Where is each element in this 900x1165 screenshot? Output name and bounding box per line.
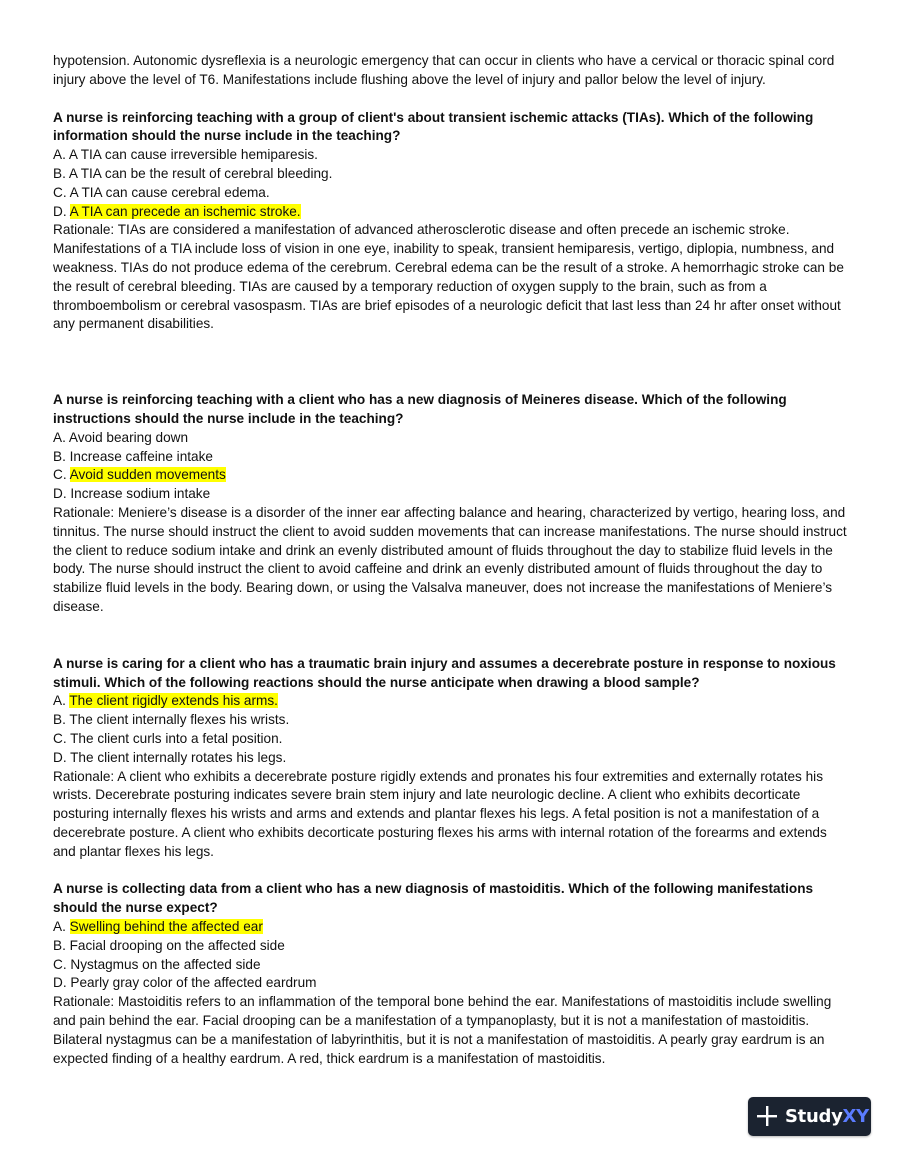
question-stem: A nurse is collecting data from a client who has a new diagnosis of mastoiditis. Which of the following manifestations should the nurse expect? <box>53 881 814 916</box>
option-c: C. Nystagmus on the affected side <box>53 956 261 972</box>
option-b: B. Increase caffeine intake <box>53 448 213 464</box>
intro-paragraph: hypotension. Autonomic dysreflexia is a neurologic emergency that can occur in clients who have a cervical or thoracic spinal cord injury above the level of T6. Manifestations include flushing above the level of injury and pallor below the level of injury. <box>53 53 835 87</box>
question-block-1 <box>53 109 853 335</box>
document-page <box>53 52 853 1068</box>
rationale: Rationale: Mastoiditis refers to an inflammation of the temporal bone behind the ear. Manifestations of mastoiditis include swelling and pain behind the ear. Facial drooping can be a manifestation of a tympanoplasty, but it is not a manifestation of mastoiditis. Bilateral nystagmus can be a manifestation of labyrinthitis, but it is not a manifestation of mastoiditis. A pearly gray eardrum is an expected finding of a healthy eardrum. A red, thick eardrum is a manifestation of mastoiditis. <box>53 994 832 1066</box>
rationale: Rationale: Meniere’s disease is a disorder of the inner ear affecting balance and hearing, characterized by vertigo, hearing loss, and tinnitus. The nurse should instruct the client to avoid sudden movements that can increase manifestations. The nurse should instruct the client to reduce sodium intake and drink an evenly distributed amount of fluids throughout the day to stabilize fluid levels in the body. The nurse should instruct the client to avoid caffeine and drink an evenly distributed amount of fluids throughout the day to stabilize fluid levels in the body. Bearing down, or using the Valsalva maneuver, does not increase the manifestations of Meniere’s disease. <box>53 504 847 614</box>
option-a: A. A TIA can cause irreversible hemiparesis. <box>53 147 318 163</box>
option-a: A. The client rigidly extends his arms. <box>53 693 278 709</box>
option-d: D. A TIA can precede an ischemic stroke. <box>53 203 301 219</box>
option-b: B. The client internally flexes his wrists. <box>53 712 290 728</box>
question-stem: A nurse is caring for a client who has a traumatic brain injury and assumes a decerebrate posture in response to noxious stimuli. Which of the following reactions should the nurse anticipate when drawing a blood sample? <box>53 655 836 690</box>
correct-answer-highlight: Avoid sudden movements <box>69 467 226 483</box>
logo-brand: Study <box>785 1106 843 1127</box>
logo-text <box>785 1106 869 1127</box>
studyxy-logo[interactable] <box>748 1097 871 1136</box>
correct-answer-highlight: The client rigidly extends his arms. <box>69 693 278 709</box>
option-c: C. A TIA can cause cerebral edema. <box>53 184 270 200</box>
question-block-2 <box>53 391 853 617</box>
question-block-3 <box>53 655 853 862</box>
option-d: D. Increase sodium intake <box>53 486 211 502</box>
option-b: B. Facial drooping on the affected side <box>53 937 285 953</box>
question-stem: A nurse is reinforcing teaching with a group of client's about transient ischemic attacks (TIAs). Which of the following information should the nurse include in the teaching? <box>53 109 814 144</box>
rationale: Rationale: A client who exhibits a decerebrate posture rigidly extends and pronates his four extremities and externally rotates his wrists. Decerebrate posturing indicates severe brain stem injury and late neurologic decline. A client who exhibits decorticate posturing internally flexes his wrists and arms and extends and plantar flexes his legs. A fetal position is not a manifestation of a decerebrate posture. A client who exhibits decorticate posturing flexes his arms with internal rotation of the forearms and extends and plantar flexes his legs. <box>53 768 827 859</box>
logo-brand-accent: XY <box>842 1106 869 1127</box>
question-stem: A nurse is reinforcing teaching with a client who has a new diagnosis of Meineres disease. Which of the following instructions should the nurse include in the teaching? <box>53 392 787 426</box>
option-a: A. Swelling behind the affected ear <box>53 919 263 935</box>
option-c: C. Avoid sudden movements <box>53 467 226 483</box>
option-a: A. Avoid bearing down <box>53 429 189 445</box>
question-block-4 <box>53 880 853 1068</box>
correct-answer-highlight: A TIA can precede an ischemic stroke. <box>69 203 301 219</box>
option-c: C. The client curls into a fetal position. <box>53 730 283 746</box>
option-b: B. A TIA can be the result of cerebral bleeding. <box>53 165 333 181</box>
plus-icon <box>756 1105 778 1127</box>
rationale: Rationale: TIAs are considered a manifestation of advanced atherosclerotic disease and often precede an ischemic stroke. Manifestations of a TIA include loss of vision in one eye, inability to speak, transient hemiparesis, vertigo, diplopia, numbness, and weakness. TIAs do not produce edema of the cerebrum. Cerebral edema can be the result of a stroke. A hemorrhagic stroke can be the result of cerebral bleeding. TIAs are caused by a temporary reduction of oxygen supply to the brain, such as from a thromboembolism or cerebral vasospasm. TIAs are brief episodes of a neurologic deficit that last less than 24 hr after onset without any permanent disabilities. <box>53 222 844 332</box>
option-d: D. The client internally rotates his legs. <box>53 749 287 765</box>
correct-answer-highlight: Swelling behind the affected ear <box>69 919 263 935</box>
option-d: D. Pearly gray color of the affected eardrum <box>53 975 317 991</box>
